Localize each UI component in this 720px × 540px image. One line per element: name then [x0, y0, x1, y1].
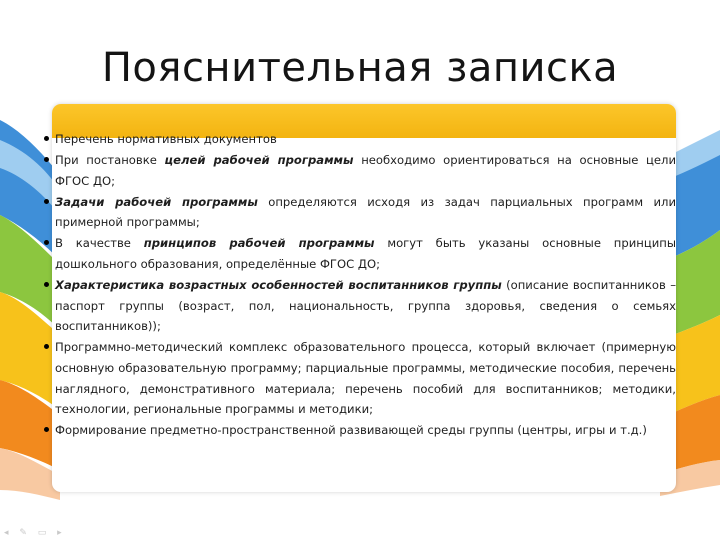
item-text: Перечень нормативных документов [55, 132, 277, 146]
item-text: (описание воспитанников – паспорт группы (возраст, пол, национальность, группа здоровья, сведения о семьях воспитанников)); [55, 278, 676, 334]
item-lead: принципов рабочей программы [143, 236, 375, 251]
item-text: Формирование предметно-пространственной развивающей среды группы (центры, игры и т.д.) [55, 423, 647, 438]
bullet-icon [44, 199, 49, 204]
item-lead: Задачи рабочей программы [55, 194, 258, 209]
list-item [44, 337, 676, 419]
list-item [44, 150, 676, 191]
list-item [44, 192, 676, 233]
item-text: Программно-методический комплекс образовательного процесса, который включает (примерную основную образовательную программу; парциальные программы, методические пособия, перечень наглядного, демонстративного материала; перечень пособий для воспитанников; методики, технологии, региональные программы и методики; [55, 340, 676, 417]
item-text: определяются исходя из задач парциальных программ или примерной программы; [55, 194, 676, 230]
bullet-icon [44, 157, 49, 162]
item-prefix: В качестве [55, 236, 144, 251]
bullet-icon [44, 344, 49, 349]
item-text: необходимо ориентироваться на основные цели ФГОС ДО; [55, 153, 677, 188]
item-text: могут быть указаны основные принципы дошкольного образования, определённые ФГОС ДО; [55, 236, 676, 272]
slideshow-controls[interactable]: ◂ ✎ ▭ ▸ [4, 528, 66, 538]
slide-title: Пояснительная записка [101, 45, 619, 91]
item-lead: целей рабочей программы [164, 153, 354, 168]
item-lead: Характеристика возрастных особенностей воспитанников группы [55, 278, 502, 293]
bullet-list [44, 129, 676, 441]
bullet-icon [44, 240, 49, 245]
bullet-icon [44, 427, 49, 432]
bullet-icon [44, 136, 49, 141]
item-prefix: При постановке [55, 153, 165, 168]
list-item [44, 129, 676, 150]
list-item [44, 233, 676, 274]
list-item [44, 275, 676, 337]
bullet-icon [44, 282, 49, 287]
list-item [44, 420, 676, 441]
